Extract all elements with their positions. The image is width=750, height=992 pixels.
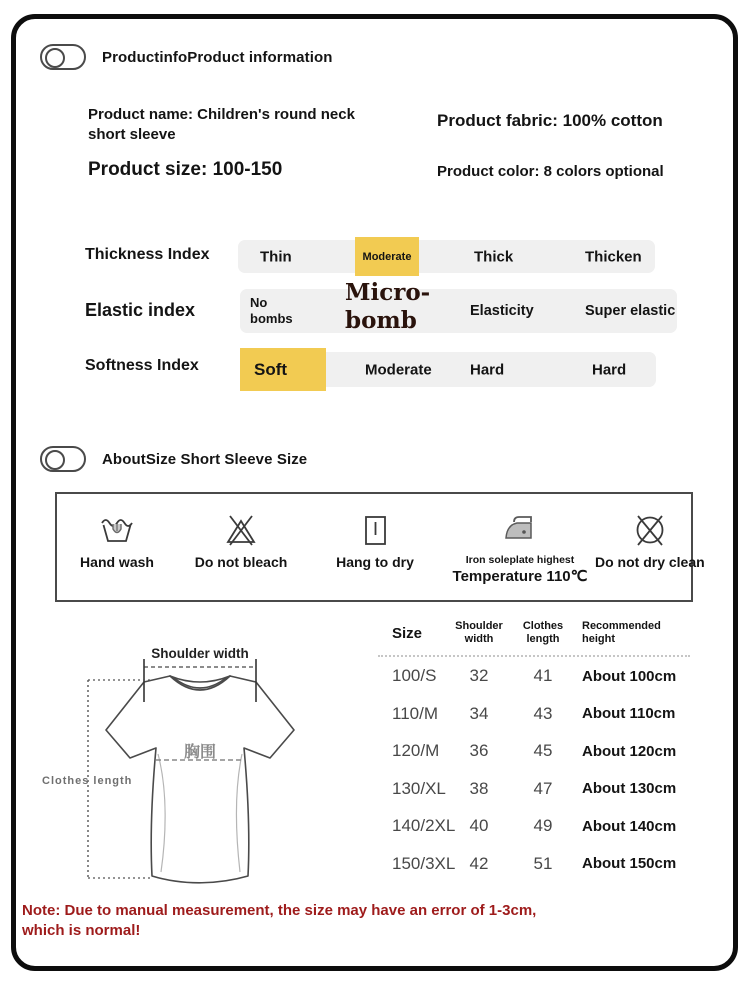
thickness-option-moderate-selected: Moderate [355, 237, 419, 276]
cell-recommended-height: About 110cm [582, 705, 676, 723]
care-item-do-not-bleach [177, 494, 305, 600]
cell-size: 100/S [392, 666, 437, 686]
softness-option-moderate: Moderate [365, 361, 432, 378]
product-color-text: Product color: 8 colors optional [437, 163, 664, 180]
elastic-option-super-elastic: Super elastic [585, 303, 676, 319]
cell-recommended-height: About 140cm [582, 817, 677, 835]
elastic-option-no-bombs: No bombs [250, 295, 293, 326]
col-header-size: Size [392, 624, 423, 642]
care-label: Do not bleach [194, 554, 288, 570]
cell-size: 120/M [392, 741, 440, 761]
care-label: Do not dry clean [595, 554, 705, 570]
cell-recommended-height: About 150cm [582, 855, 677, 873]
cell-clothes-length: 43 [533, 703, 553, 723]
care-label: Hang to dry [336, 554, 414, 570]
cell-recommended-height: About 120cm [582, 742, 677, 760]
care-instructions-box [55, 492, 705, 602]
care-item-hang-to-dry [305, 494, 445, 600]
cell-clothes-length: 51 [533, 853, 553, 873]
softness-index-label: Softness Index [85, 357, 199, 374]
col-header-clothes-length: Clothes length [522, 620, 564, 646]
elastic-option-elasticity: Elasticity [470, 303, 534, 319]
care-label-large: Temperature 110℃ [452, 568, 588, 585]
thickness-index-label: Thickness Index [85, 246, 210, 263]
table-row [378, 770, 690, 808]
care-label-small: Iron soleplate highest [465, 554, 575, 566]
care-item-do-not-dry-clean [595, 494, 705, 600]
cell-clothes-length: 49 [533, 816, 553, 836]
hang-to-dry-icon [355, 510, 395, 550]
care-item-iron [445, 494, 595, 600]
thickness-option-thicken: Thicken [585, 248, 642, 265]
size-table-header-row [378, 620, 690, 657]
section-title: AboutSize Short Sleeve Size [102, 450, 308, 468]
toggle-pill-icon [40, 446, 86, 472]
thickness-option-thin: Thin [260, 248, 292, 265]
col-header-shoulder-width: Shoulder width [455, 620, 503, 646]
product-info-header [40, 44, 332, 70]
table-row [378, 695, 690, 733]
table-row [378, 732, 690, 770]
elastic-option-micro-bomb-selected: Micro-bomb [345, 279, 431, 334]
iron-icon [500, 510, 540, 546]
hand-wash-icon [97, 510, 137, 550]
cell-size: 150/3XL [392, 853, 456, 873]
cell-shoulder-width: 32 [469, 666, 489, 686]
elastic-index-bar [240, 279, 677, 334]
cell-shoulder-width: 36 [469, 741, 489, 761]
toggle-pill-icon [40, 44, 86, 70]
cell-size: 140/2XL [392, 816, 456, 836]
softness-option-hard-2: Hard [592, 361, 627, 378]
about-size-header [40, 446, 307, 472]
section-title: ProductinfoProduct information [102, 48, 333, 66]
shoulder-width-label: Shoulder width [151, 646, 249, 661]
table-row [378, 845, 690, 883]
chest-label: 胸围 [183, 744, 217, 761]
cell-shoulder-width: 42 [469, 853, 489, 873]
cell-clothes-length: 45 [533, 741, 553, 761]
softness-option-hard-1: Hard [470, 361, 505, 378]
softness-option-soft-selected: Soft [240, 348, 326, 391]
do-not-dry-clean-icon [630, 510, 670, 550]
cell-size: 110/M [392, 703, 438, 723]
col-header-recommended-height: Recommended height [582, 620, 661, 646]
thickness-option-thick: Thick [474, 248, 514, 265]
do-not-bleach-icon [221, 510, 261, 550]
product-size-text: Product size: 100-150 [88, 159, 283, 180]
elastic-index-label: Elastic index [85, 300, 196, 320]
care-label: Hand wash [80, 554, 154, 570]
table-row [378, 657, 690, 695]
thickness-index-bar [238, 240, 655, 273]
size-table [378, 620, 690, 882]
tshirt-measurement-diagram [40, 642, 370, 900]
cell-shoulder-width: 38 [469, 778, 489, 798]
product-fabric-text: Product fabric: 100% cotton [437, 111, 663, 130]
softness-index-bar [240, 352, 656, 387]
cell-clothes-length: 47 [533, 778, 553, 798]
cell-recommended-height: About 100cm [582, 667, 677, 685]
measurement-note: Note: Due to manual measurement, the size may have an error of 1-3cm, which is normal! [22, 902, 537, 940]
cell-shoulder-width: 40 [469, 816, 489, 836]
clothes-length-label: Clothes length [42, 775, 133, 787]
cell-recommended-height: About 130cm [582, 780, 677, 798]
care-item-hand-wash [57, 494, 177, 600]
product-name-text: Product name: Children's round neck short sleeve [88, 106, 355, 143]
table-row [378, 807, 690, 845]
cell-shoulder-width: 34 [469, 703, 489, 723]
cell-size: 130/XL [392, 778, 446, 798]
cell-clothes-length: 41 [533, 666, 553, 686]
